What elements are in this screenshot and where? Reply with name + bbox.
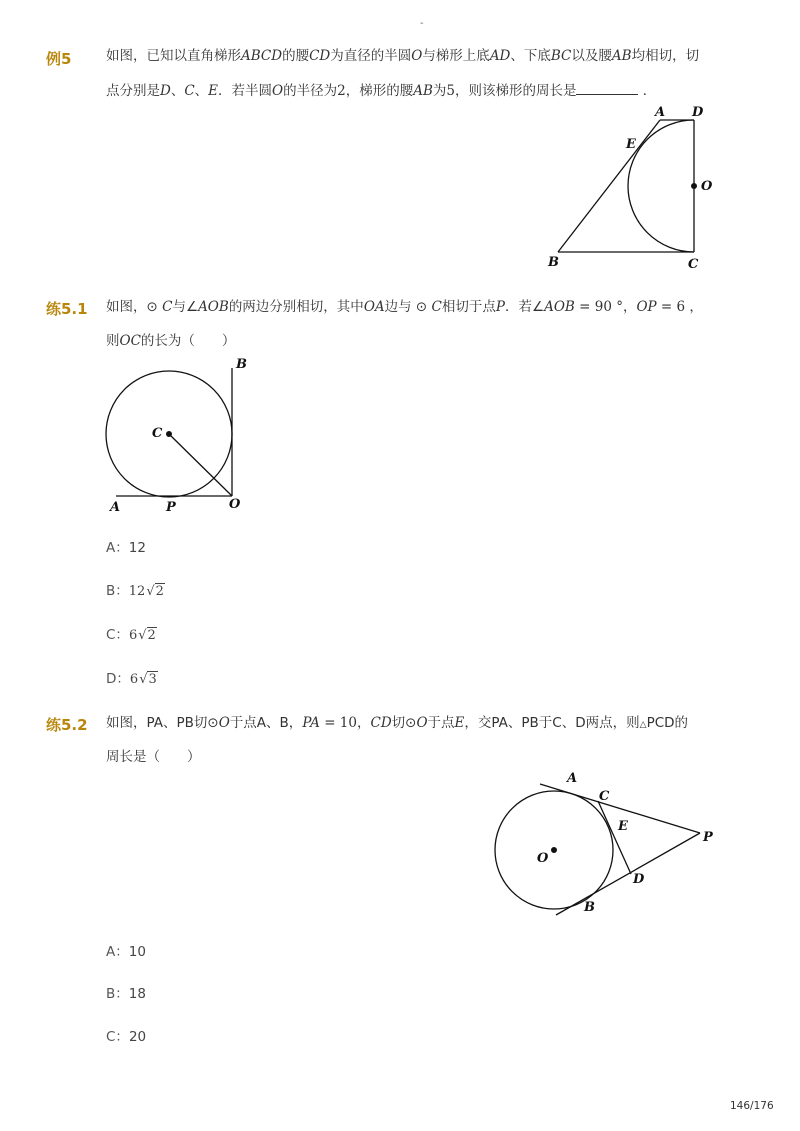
label-b: B	[584, 900, 595, 915]
center-o-dot	[551, 847, 557, 853]
practice-5-2-line-1: 如图，PA、PB切⊙O于点A、B，PA = 10，CD切⊙O于点E，交PA、PB于C、D两点，则△PCD的	[106, 715, 689, 731]
label-a: A	[110, 500, 121, 515]
label-d: D	[633, 872, 645, 887]
header-mark: -	[420, 18, 424, 29]
label-p: P	[703, 830, 713, 845]
label-a: A	[567, 771, 578, 786]
example-5-line-2: 点分别是D、C、E．若半圆O的半径为2，梯形的腰AB为5，则该梯形的周长是 ．	[106, 80, 656, 101]
option-c[interactable]: C：20	[106, 1029, 147, 1045]
option-b[interactable]: B：12√2	[106, 581, 165, 602]
practice-5-2-line-2: 周长是（ ）	[106, 749, 201, 765]
option-b[interactable]: B：18	[106, 986, 146, 1002]
practice-5-1-line-2: 则OC的长为（ ）	[106, 333, 236, 349]
page-number: 146/176	[730, 1100, 774, 1112]
sqrt-symbol: √3	[139, 672, 157, 687]
label-c: C	[152, 426, 163, 441]
label-a: A	[655, 105, 666, 120]
label-o: O	[537, 851, 549, 866]
label-c: C	[599, 789, 610, 804]
practice-5-1-tag: 练5.1	[46, 300, 88, 318]
label-b: B	[548, 255, 559, 270]
option-d[interactable]: D：6√3	[106, 669, 158, 690]
label-e: E	[618, 819, 628, 834]
practice-5-1-line-1: 如图，⊙ C与∠AOB的两边分别相切，其中OA边与 ⊙ C相切于点P．若∠AOB = 90 °，OP = 6 ，	[106, 299, 703, 315]
practice-5-2-tag: 练5.2	[46, 716, 88, 734]
option-a[interactable]: A：12	[106, 540, 146, 556]
example-5-line-1: 如图，已知以直角梯形ABCD的腰CD为直径的半圆O与梯形上底AD、下底BC以及腰AB均相切，切	[106, 48, 700, 64]
tangent-pb	[556, 833, 700, 915]
example-5-tag: 例5	[46, 50, 72, 68]
label-e: E	[626, 137, 636, 152]
label-o: O	[701, 179, 713, 194]
label-b: B	[236, 357, 247, 372]
tangent-cd	[598, 801, 631, 874]
option-a[interactable]: A：10	[106, 944, 146, 960]
label-d: D	[692, 105, 704, 120]
label-o: O	[229, 497, 241, 512]
label-c: C	[688, 257, 699, 272]
sqrt-symbol: √2	[146, 584, 164, 599]
label-p: P	[166, 500, 176, 515]
option-c[interactable]: C：6√2	[106, 625, 157, 646]
sqrt-symbol: √2	[138, 628, 156, 643]
